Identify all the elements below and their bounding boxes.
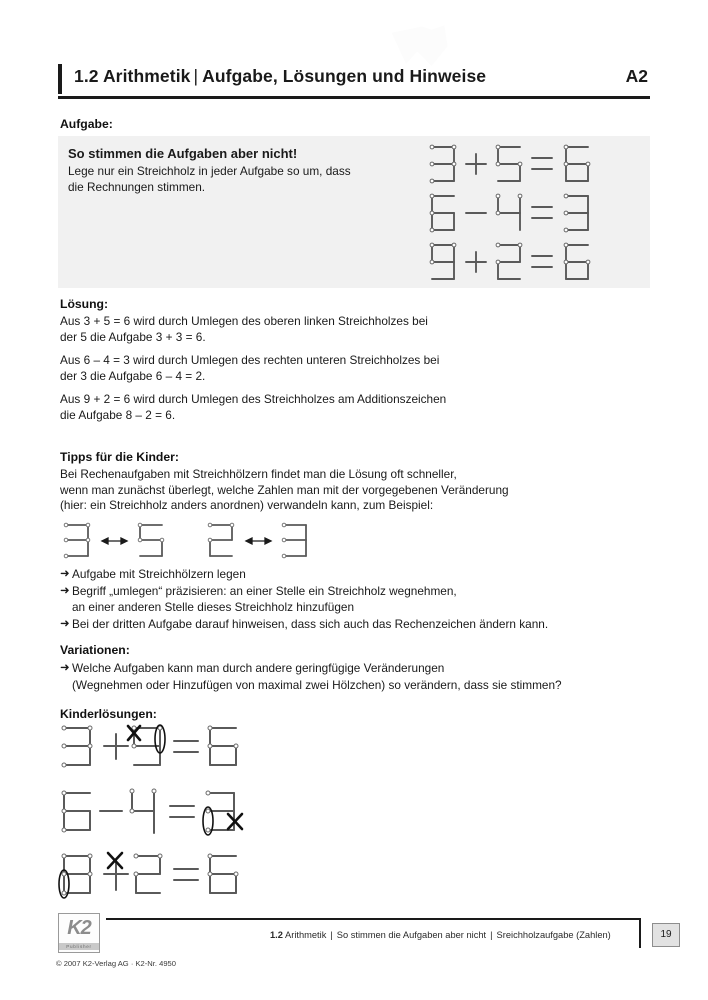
footer-right-text: Sreichholzaufgabe (Zahlen) [496,930,611,940]
header-subtitle: Aufgabe, Lösungen und Hinweise [202,66,487,86]
footer-chapter-number: 1.2 [270,930,283,940]
page-header [58,64,650,102]
page-number-badge: 19 [652,923,680,947]
loesung-paragraph-1 [60,314,580,345]
variationen-label: Variationen: [60,643,130,657]
tipps-bullet-2-continuation: an einer anderen Stelle dieses Streichholz hinzufügen [72,600,355,614]
aufgabe-box-line1: Lege nur ein Streichholz in jeder Aufgabe so um, dass [68,164,351,178]
k2-logo-subtitle: Publisher [59,943,99,950]
matchstick-equation-2-svg [426,189,616,237]
variationen-bullet-1-continuation: (Wegnehmen oder Hinzufügen von maximal zwei Hölzchen) so verändern, dass sie stimmen? [72,677,562,692]
loesung-label: Lösung: [60,297,109,311]
loesung-p2-line1: Aus 6 – 4 = 3 wird durch Umlegen des rechten unteren Streichholzes bei [60,353,440,367]
aufgabe-box-heading: So stimmen die Aufgaben aber nicht! [68,146,298,161]
kinderloesungen-svg [56,724,306,904]
loesung-p1-line1: Aus 3 + 5 = 6 wird durch Umlegen des oberen linken Streichholzes bei [60,314,428,328]
matchstick-equation-3 [426,238,616,286]
page-title [74,66,486,87]
tipps-bullet-list [60,566,640,632]
kinderloesungen-figures [56,724,306,909]
footer-rule-end-tick [639,918,641,948]
aufgabe-label: Aufgabe: [60,117,113,131]
matchstick-equation-1-svg [426,140,616,188]
header-separator: | [193,66,199,86]
tipps-bullet-1 [60,566,640,583]
loesung-p1-line2: der 5 die Aufgabe 3 + 3 = 6. [60,329,206,344]
matchstick-equation-2 [426,189,616,237]
kinderloesungen-label: Kinderlösungen: [60,707,157,721]
tipps-bullet-2 [60,583,640,600]
footer-rule [106,918,640,920]
footer-middle-text: So stimmen die Aufgaben aber nicht [336,930,487,940]
tipps-line2: wenn man zunächst überlegt, welche Zahlen man mit der vorgegebenen Veränderung [60,482,509,497]
header-rule [58,96,650,99]
loesung-p2-line2: der 3 die Aufgabe 6 – 4 = 2. [60,368,206,383]
tipps-section [60,450,640,514]
arrow-right-icon: ➜ [60,584,70,597]
k2-logo-text: K2 [67,917,91,939]
k2-publisher-logo [58,913,100,953]
tipps-line3: (hier: ein Streichholz anders anordnen) verwandeln kann, zum Beispiel: [60,498,434,512]
variationen-bullet-1 [60,660,650,677]
footer-separator-2: | [490,930,493,940]
tipps-bullet-3-text: Bei der dritten Aufgabe darauf hinweisen, dass sich auch das Rechenzeichen ändern kann. [72,616,549,631]
matchstick-equation-1 [426,140,616,188]
header-chapter: 1.2 Arithmetik [74,66,191,86]
variationen-bullet-1-text: Welche Aufgaben kann man durch andere geringfügige Veränderungen [72,661,445,675]
tipps-label: Tipps für die Kinder: [60,450,179,464]
arrow-right-icon: ➜ [60,617,70,630]
page-watermark [382,14,462,66]
copyright-notice: © 2007 K2-Verlag AG · K2-Nr. 4950 [56,959,176,968]
loesung-p3-line1: Aus 9 + 2 = 6 wird durch Umlegen des Streichholzes am Additionszeichen [60,392,447,406]
tipps-line1: Bei Rechenaufgaben mit Streichhölzern findet man die Lösung oft schneller, [60,467,457,481]
footer-chapter-name: Arithmetik [285,930,327,940]
header-code-badge: A2 [625,66,648,86]
tipps-bullet-1-text: Aufgabe mit Streichhölzern legen [72,567,246,581]
arrow-right-icon: ➜ [60,568,70,580]
page-footer [0,905,708,1000]
digit-transform-svg [58,520,328,564]
tipps-bullet-2-text: Begriff „umlegen“ präzisieren: an einer Stelle ein Streichholz wegnehmen, [72,583,457,598]
arrow-right-icon: ➜ [60,662,70,674]
aufgabe-box-line2: die Rechnungen stimmen. [68,180,206,194]
loesung-section [60,297,580,431]
loesung-paragraph-3 [60,392,580,423]
matchstick-equation-3-svg [426,238,616,286]
header-accent-bar [58,64,62,94]
digit-transform-examples [58,520,328,569]
loesung-p3-line2: die Aufgabe 8 – 2 = 6. [60,407,176,422]
loesung-paragraph-2 [60,353,580,384]
aufgabe-box-text [68,146,438,195]
footer-separator-1: | [330,930,333,940]
aufgabe-box [58,136,650,288]
tipps-bullet-3 [60,616,640,633]
footer-breadcrumb [270,930,611,940]
variationen-section [60,643,650,693]
